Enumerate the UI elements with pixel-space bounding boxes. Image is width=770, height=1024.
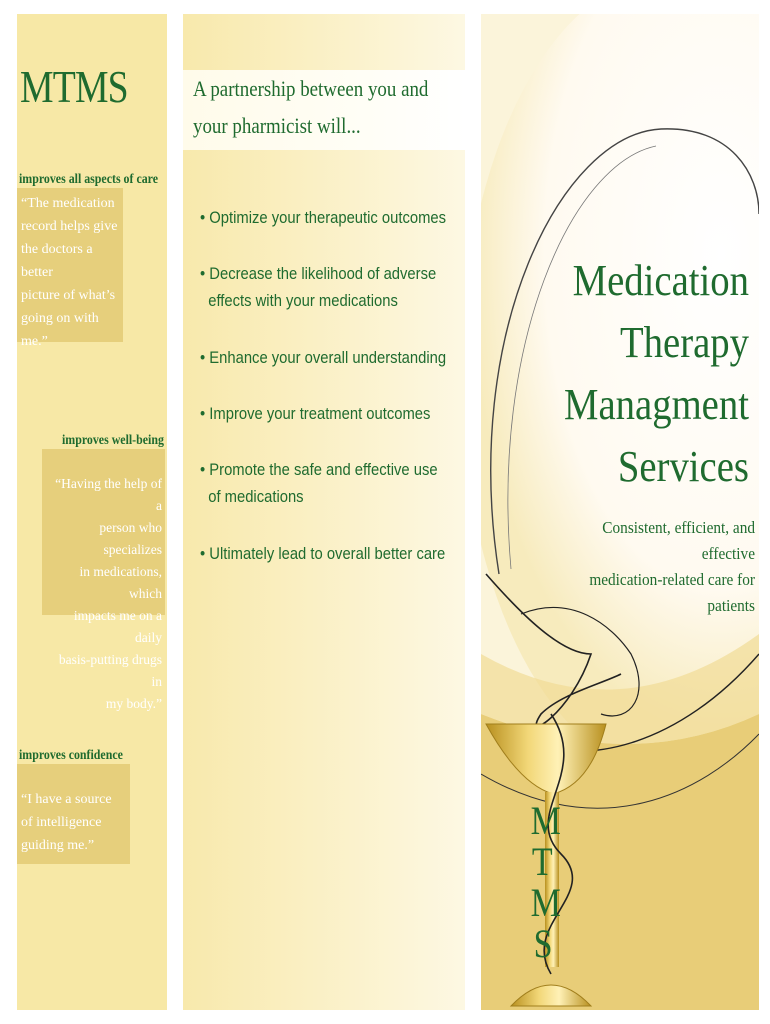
quote-line: record helps give — [21, 219, 118, 234]
list-item-text: of medications — [200, 487, 304, 506]
vertical-logo-letter: S — [533, 921, 553, 966]
quote-box-well-being — [42, 449, 165, 711]
middle-panel — [183, 14, 465, 1010]
quote-line: my body.” — [105, 696, 162, 711]
intro-line: A partnership between you and — [193, 76, 429, 101]
quote-box-confidence — [17, 764, 130, 864]
quote-line: impacts me on a daily — [73, 608, 162, 645]
list-item-text: • Ultimately lead to overall better care — [200, 544, 446, 563]
tagline-line: Consistent, efficient, and effective — [602, 518, 755, 563]
quote-line: in medications, which — [79, 564, 162, 601]
vertical-logo-letter: T — [531, 839, 553, 884]
title-line: Services — [617, 442, 749, 491]
vertical-logo-letter: M — [530, 880, 561, 925]
list-item — [200, 456, 461, 510]
quote-line: person who specializes — [99, 520, 162, 557]
quote-line: “The medication — [21, 196, 115, 211]
tagline — [553, 515, 756, 619]
partnership-intro — [193, 70, 434, 144]
list-item-text: • Optimize your therapeutic outcomes — [200, 208, 447, 227]
brand-logo-text: MTMS — [20, 61, 128, 112]
list-item-text: • Promote the safe and effective use — [200, 460, 438, 479]
quote-box-care — [17, 188, 123, 349]
title-line: Managment — [564, 380, 749, 429]
title-line: Medication — [572, 256, 749, 305]
quote-line: “Having the help of a — [55, 476, 162, 513]
quote-line: guiding me.” — [21, 838, 95, 853]
quote-line: “I have a source — [21, 792, 112, 807]
quote-line: basis-putting drugs in — [58, 652, 162, 689]
page-title — [481, 250, 749, 500]
vertical-logo-letter: M — [530, 798, 561, 843]
quote-line: going on with me.” — [21, 311, 99, 349]
list-item — [200, 400, 461, 427]
quote-line: the doctors a better — [21, 242, 93, 280]
list-item-text: • Decrease the likelihood of adverse — [200, 264, 437, 283]
quote-line: picture of what’s — [21, 288, 116, 303]
decorative-swirl-graphic — [481, 14, 759, 1010]
list-item-text: • Enhance your overall understanding — [200, 348, 447, 367]
list-item-text: • Improve your treatment outcomes — [200, 404, 431, 423]
list-item-text: effects with your medications — [200, 291, 398, 310]
intro-line: your pharmicist will... — [193, 113, 361, 138]
title-line: Therapy — [619, 318, 749, 367]
list-item — [200, 204, 461, 231]
list-item — [200, 260, 461, 314]
section-heading-care: improves all aspects of care — [19, 172, 159, 187]
tagline-line: medication-related care for patients — [589, 570, 755, 615]
list-item — [200, 344, 461, 371]
right-panel — [481, 14, 759, 1010]
section-heading-well-being: improves well-being — [62, 433, 164, 448]
quote-line: of intelligence — [21, 815, 102, 830]
list-item — [200, 540, 461, 567]
section-heading-confidence: improves confidence — [19, 748, 123, 763]
